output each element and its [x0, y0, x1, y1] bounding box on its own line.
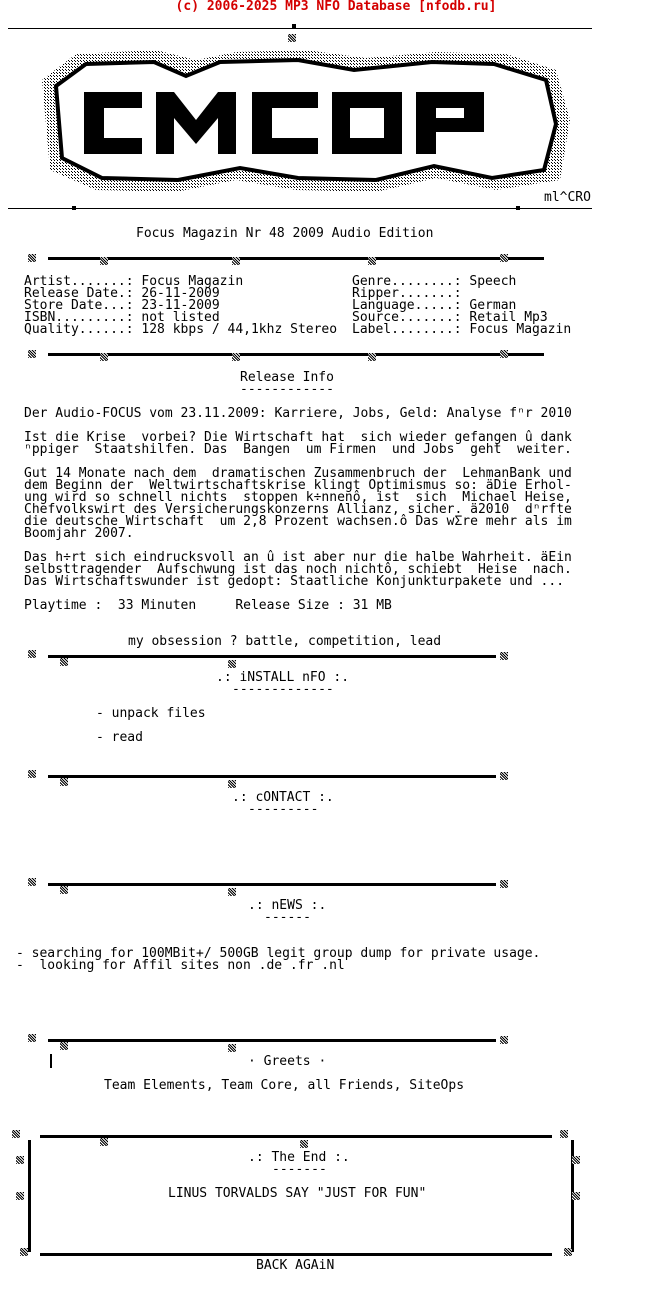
divider	[48, 775, 496, 778]
ascii-logo	[36, 40, 576, 200]
site-header: (c) 2006-2025 MP3 NFO Database [nfodb.ru]	[175, 0, 497, 14]
frame-shade	[564, 1248, 572, 1256]
frame-shade	[572, 1156, 580, 1164]
end-frame-top	[40, 1135, 552, 1138]
divider-shade	[500, 772, 508, 780]
paragraph-4-line: Das h÷rt sich eindrucksvoll an û ist aber nur die halbe Wahrheit. äEin	[24, 550, 572, 565]
divider-shade	[228, 1044, 236, 1052]
divider	[48, 353, 544, 356]
divider-shade	[500, 350, 508, 358]
news-underline: ------	[264, 910, 311, 925]
divider-shade	[28, 254, 36, 262]
top-rule	[8, 28, 592, 29]
divider-shade	[28, 650, 36, 658]
end-underline: -------	[272, 1162, 327, 1177]
divider-shade	[368, 353, 376, 361]
frame-shade	[560, 1130, 568, 1138]
divider-shade	[232, 257, 240, 265]
greets-text: Team Elements, Team Core, all Friends, SiteOps	[104, 1078, 465, 1093]
paragraph-4-line: Das Wirtschaftswunder ist gedopt: Staatliche Konjunkturpakete und ...	[24, 574, 565, 589]
frame-shade	[572, 1192, 580, 1200]
divider-shade	[60, 778, 68, 786]
news-item: - looking for Affil sites non .de .fr .nl	[16, 958, 345, 973]
contact-heading: .: cONTACT :.	[232, 790, 334, 805]
divider-shade	[28, 770, 36, 778]
paragraph-3-line: Gut 14 Monate nach dem dramatischen Zusammenbruch der LehmanBank und	[24, 466, 572, 481]
divider-stem	[50, 1054, 52, 1068]
rule-dot	[516, 206, 520, 210]
frame-shade	[20, 1248, 28, 1256]
playtime-size: Playtime : 33 Minuten Release Size : 31 MB	[24, 598, 392, 613]
end-quote: LINUS TORVALDS SAY "JUST FOR FUN"	[168, 1186, 427, 1201]
divider-shade	[60, 658, 68, 666]
divider-shade	[28, 878, 36, 886]
end-heading: .: The End :.	[248, 1150, 350, 1165]
divider-shade	[60, 1042, 68, 1050]
install-underline: -------------	[232, 682, 334, 697]
divider-shade	[228, 660, 236, 668]
divider	[48, 1039, 496, 1042]
install-heading: .: iNSTALL nFO :.	[216, 670, 350, 685]
news-item: - searching for 100MBit+/ 500GB legit group dump for private usage.	[16, 946, 541, 961]
paragraph-3-line: dem Beginn der Weltwirtschaftskrise klingt Optimismus so: äDie Erhol-	[24, 478, 572, 493]
install-step: - unpack files	[96, 706, 206, 721]
frame-shade	[12, 1130, 20, 1138]
rule-dot	[292, 24, 296, 28]
paragraph-3-line: die deutsche Wirtschaft um 2,8 Prozent wachsen.ô Das wΣre mehr als im	[24, 514, 572, 529]
divider-shade	[500, 1036, 508, 1044]
rule-dot	[72, 206, 76, 210]
paragraph-4-line: selbsttragender Aufschwung ist das noch nichtô, schiebt Heise nach.	[24, 562, 572, 577]
divider-shade	[228, 888, 236, 896]
divider-shade	[100, 353, 108, 361]
divider-shade	[500, 652, 508, 660]
divider-shade	[100, 257, 108, 265]
logo-rule	[8, 208, 592, 209]
contact-underline: ---------	[248, 802, 319, 817]
back-again: BACK AGAiN	[256, 1258, 335, 1273]
divider-shade	[28, 350, 36, 358]
divider	[48, 883, 496, 886]
paragraph-3-line: Chefvolkswirt des Versicherungskonzerns Allianz, sicher. ä2010 dⁿrfte	[24, 502, 572, 517]
paragraph-2-line: ⁿppiger Staatshilfen. Das Bangen um Firmen und Jobs geht weiter.	[24, 442, 572, 457]
divider-shade	[60, 886, 68, 894]
divider-shade	[232, 353, 240, 361]
divider-shade	[500, 254, 508, 262]
greets-heading: · Greets ·	[248, 1054, 327, 1069]
divider-shade	[228, 780, 236, 788]
motto: my obsession ? battle, competition, lead	[128, 634, 442, 649]
release-title: Focus Magazin Nr 48 2009 Audio Edition	[136, 226, 434, 241]
divider	[48, 257, 544, 260]
paragraph-3-line: Boomjahr 2007.	[24, 526, 134, 541]
divider	[48, 655, 496, 658]
divider-shade	[368, 257, 376, 265]
frame-shade	[16, 1192, 24, 1200]
end-frame-bottom	[40, 1253, 552, 1256]
divider-shade	[500, 880, 508, 888]
divider-shade	[28, 1034, 36, 1042]
release-info-heading: Release Info	[240, 370, 334, 385]
paragraph-1: Der Audio-FOCUS vom 23.11.2009: Karriere, Jobs, Geld: Analyse fⁿr 2010	[24, 406, 572, 421]
release-info-underline: ------------	[240, 382, 334, 397]
frame-shade	[16, 1156, 24, 1164]
install-step: - read	[96, 730, 143, 745]
news-heading: .: nEWS :.	[248, 898, 327, 913]
logo-signature: ml^CRO	[544, 190, 591, 205]
paragraph-2-line: Ist die Krise vorbei? Die Wirtschaft hat sich wieder gefangen û dank	[24, 430, 572, 445]
paragraph-3-line: ung wird so schnell nichts stoppen k÷nnenô, ist sich Michael Heise,	[24, 490, 572, 505]
